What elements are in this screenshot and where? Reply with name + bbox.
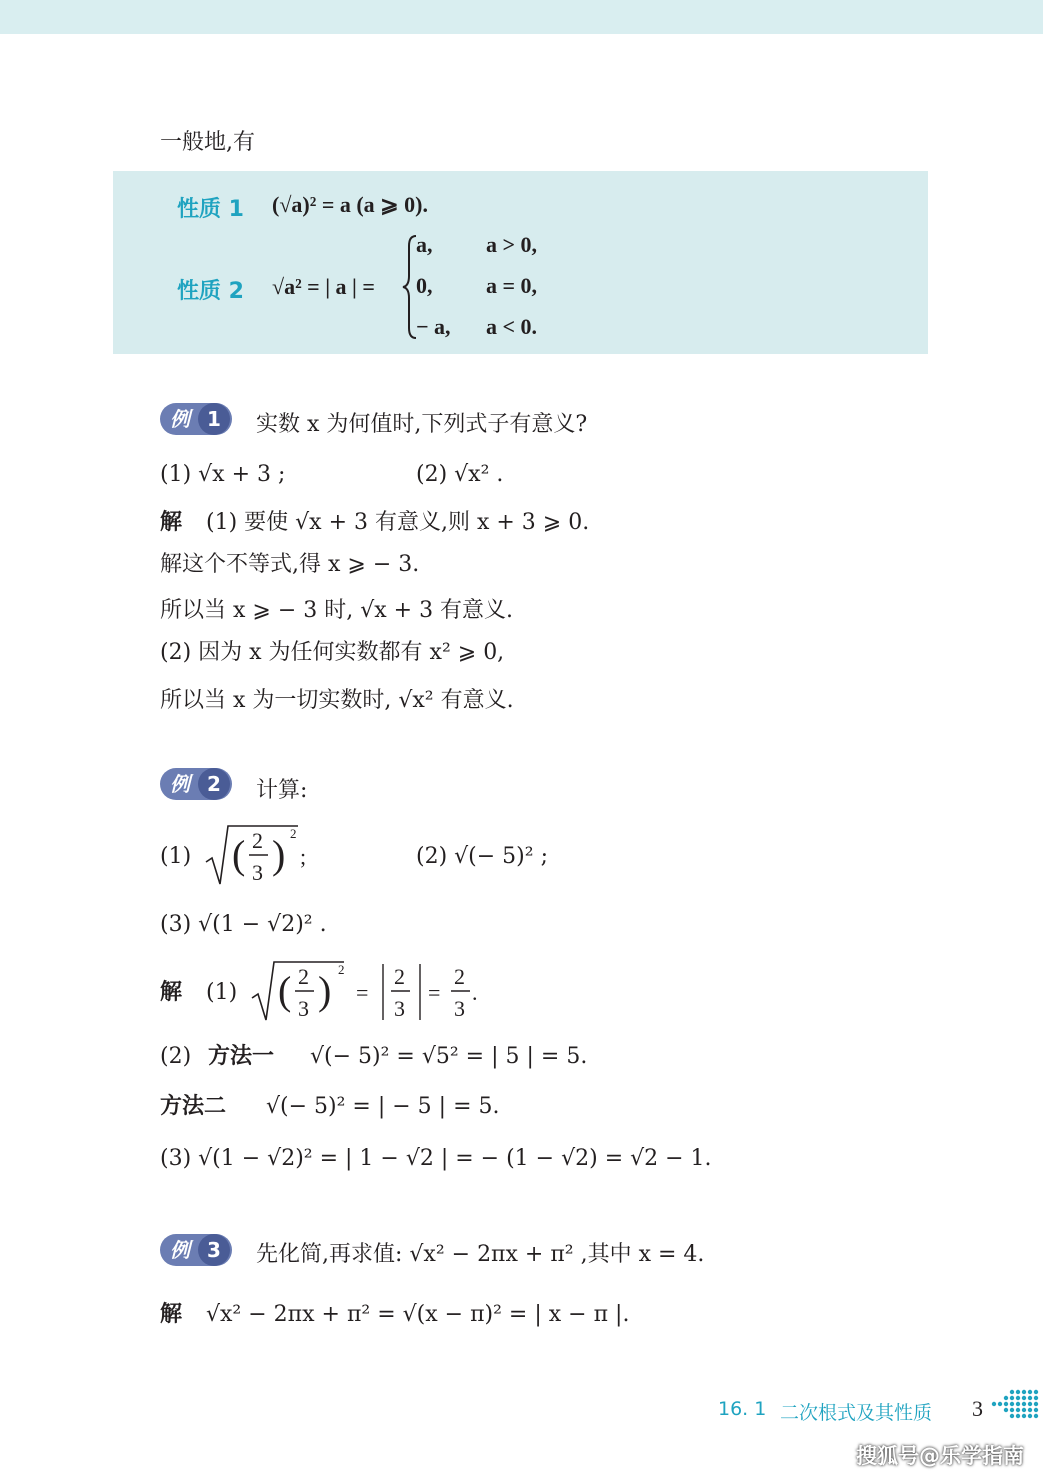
svg-text:.: . [472, 980, 478, 1005]
example-badge-number: 2 [198, 768, 230, 800]
example-1-solution-line-4: (2) 因为 x 为任何实数都有 x² ⩾ 0, [160, 640, 505, 665]
svg-text:): ) [318, 968, 332, 1013]
property-1-label: 性质 1 [177, 197, 244, 222]
footer-section-title: 二次根式及其性质 [780, 1402, 933, 1424]
svg-text:=: = [428, 980, 441, 1005]
watermark-text: 搜狐号@乐学指南 [856, 1444, 1024, 1468]
case-value-2: 0, [416, 273, 433, 298]
solution-label: 解 [160, 980, 183, 1005]
svg-text:2: 2 [290, 826, 297, 841]
example-badge-number: 1 [198, 403, 230, 435]
example-2-solution-2-label: (2) [160, 1044, 192, 1069]
case-condition-3: a < 0. [486, 314, 538, 339]
example-3-question: 先化简,再求值: √x² − 2πx + π² ,其中 x = 4. [256, 1242, 705, 1267]
example-2-item-3: (3) √(1 − √2)² . [160, 912, 327, 937]
svg-text:;: ; [300, 844, 307, 869]
top-band [0, 0, 1043, 34]
svg-text:2: 2 [298, 964, 309, 989]
property-1-formula: (√a)² = a (a ⩾ 0). [272, 192, 428, 217]
svg-text:2: 2 [454, 964, 465, 989]
case-condition-1: a > 0, [486, 232, 538, 257]
example-1-solution-line-2: 解这个不等式,得 x ⩾ − 3. [160, 552, 420, 577]
example-1-solution-line-5: 所以当 x 为一切实数时, √x² 有意义. [160, 688, 514, 713]
case-value-1: a, [416, 232, 433, 257]
example-1-solution-line-1: (1) 要使 √x + 3 有意义,则 x + 3 ⩾ 0. [206, 510, 590, 535]
page-number: 3 [972, 1396, 983, 1421]
method-1-label: 方法一 [208, 1044, 275, 1069]
example-1-item-1: (1) √x + 3 ; [160, 462, 286, 487]
example-badge-word: 例 [170, 407, 190, 431]
property-2-lhs: √a² = | a | = [272, 274, 375, 299]
svg-text:=: = [356, 980, 369, 1005]
method-2-label: 方法二 [160, 1094, 227, 1119]
svg-text:3: 3 [252, 860, 263, 885]
example-badge-word: 例 [170, 1238, 190, 1262]
example-1-question: 实数 x 为何值时,下列式子有意义? [256, 412, 588, 437]
svg-text:2: 2 [338, 962, 345, 977]
example-2-solution-2-method-1: √(− 5)² = √5² = | 5 | = 5. [310, 1044, 588, 1069]
solution-1-expression [250, 958, 490, 1026]
svg-text:3: 3 [298, 996, 309, 1021]
sqrt-fraction-2-3-squared [204, 822, 314, 890]
svg-text:2: 2 [394, 964, 405, 989]
example-3-solution: √x² − 2πx + π² = √(x − π)² = | x − π |. [206, 1302, 630, 1327]
svg-text:): ) [272, 832, 286, 877]
example-2-solution-3: (3) √(1 − √2)² = | 1 − √2 | = − (1 − √2) = √2 − 1. [160, 1146, 712, 1171]
example-2-solution-2-method-2: √(− 5)² = | − 5 | = 5. [266, 1094, 500, 1119]
example-1-solution-line-3: 所以当 x ⩾ − 3 时, √x + 3 有意义. [160, 598, 514, 623]
example-2-item-1-label: (1) [160, 844, 192, 869]
example-2-question: 计算: [256, 778, 308, 803]
case-condition-2: a = 0, [486, 273, 538, 298]
svg-text:3: 3 [394, 996, 405, 1021]
svg-text:2: 2 [252, 828, 263, 853]
dot-grid-decoration-icon [990, 1388, 1040, 1428]
case-value-3: − a, [416, 314, 451, 339]
solution-label: 解 [160, 510, 183, 535]
example-1-item-2: (2) √x² . [416, 462, 504, 487]
example-2-item-2: (2) √(− 5)² ; [416, 844, 548, 869]
solution-label: 解 [160, 1302, 183, 1327]
intro-text: 一般地,有 [160, 130, 255, 155]
example-badge-number: 3 [198, 1234, 230, 1266]
footer-section-number: 16. 1 [718, 1398, 767, 1420]
svg-text:3: 3 [454, 996, 465, 1021]
svg-text:(: ( [232, 832, 246, 877]
example-2-solution-1-label: (1) [206, 980, 238, 1005]
example-badge-word: 例 [170, 772, 190, 796]
svg-text:(: ( [278, 968, 292, 1013]
property-2-label: 性质 2 [177, 279, 244, 304]
